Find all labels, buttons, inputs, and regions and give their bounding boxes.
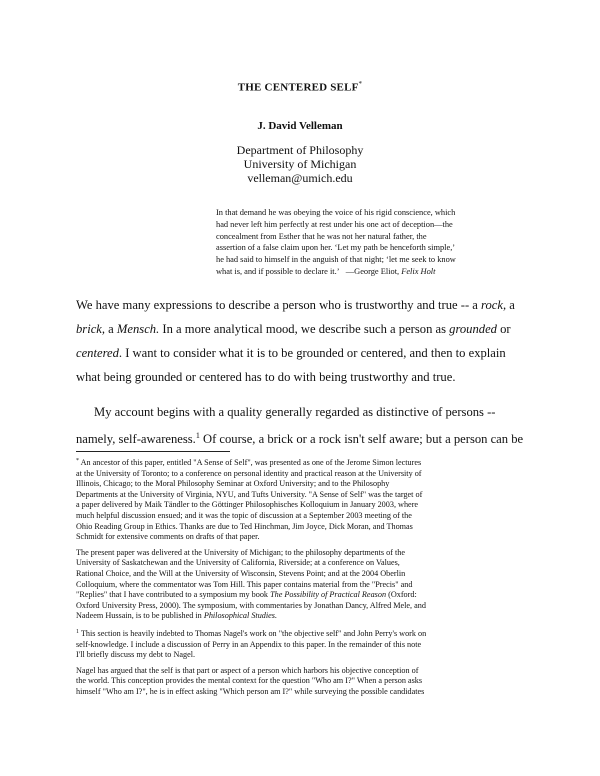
- epigraph-line-last: what is, and if possible to declare it.’ —George Eliot, Felix Holt: [216, 266, 436, 276]
- epigraph-line: assertion of a false claim upon her. ‘Let my path be henceforth simple,’: [216, 243, 456, 253]
- footnote-divider: [76, 451, 230, 452]
- footnotes: [76, 456, 526, 702]
- footnote-1-continued: Nagel has argued that the self is that part or aspect of a person which harbors his objective conception of the world. This conception provides the mental context for the question "Who am I?" When a person asks himself "Who am I?", he is in effect asking "Which person am I?" while surveying the possible candidates: [76, 665, 425, 696]
- affiliation-email[interactable]: velleman@umich.edu: [247, 171, 353, 185]
- title-footnote-mark[interactable]: *: [358, 80, 363, 88]
- body-line: My account begins with a quality generally regarded as distinctive of persons --: [94, 405, 496, 419]
- epigraph-line: he had said to himself in the anguish of that night; ‘let me seek to know: [216, 255, 456, 265]
- affiliation-block: [0, 143, 600, 185]
- footnote-star: * An ancestor of this paper, entitled "A Sense of Self", was presented as one of the Jerome Simon lectures at the University of Toronto; to a conference on personal identity and practical reason at the University of Illinois, Chicago; to the Moral Philosophy Seminar at Oxford University; and to the Philosophy Departments at the University of Virginia, NYU, and Tufts University. "A Sense of Self" was the target of a paper delivered by Maik Tändler to the Göttinger Philosophisches Kolloquium in January 2003, where much helpful discussion ensued; and it was the topic of discussion at a September 2003 meeting of the Ohio Reading Group in Ethics. Thanks are due to Ted Hinchman, Jim Joyce, Dick Moran, and Thomas Schmidt for extensive comments on drafts of that paper.: [76, 458, 423, 542]
- epigraph-work-title: Felix Holt: [401, 266, 436, 276]
- epigraph-attribution: —George Eliot,: [345, 266, 400, 276]
- epigraph-line: had never left him perfectly at rest under his one act of deception—the: [216, 219, 453, 229]
- affiliation-university: University of Michigan: [243, 157, 357, 171]
- epigraph: [216, 207, 520, 278]
- body-line: namely, self-awareness.$^1$ Of course, a brick or a rock isn't self aware; but a person can be: [76, 431, 524, 447]
- body-paragraph-2: [76, 400, 524, 451]
- body-line: We have many expressions to describe a person who is trustworthy and true -- a rock, a: [76, 298, 515, 312]
- footnote-ref-1[interactable]: 1: [195, 431, 200, 440]
- footnote-star-mark: *: [76, 458, 79, 464]
- author-name: J. David Velleman: [257, 120, 343, 132]
- footnote-1: $^1$ This section is heavily indebted to Thomas Nagel's work on "the objective self" and John Perry's work on self-knowledge. I include a discussion of Perry in an Appendix to this paper. In the remainder of this note I'll briefly discuss my debt to Nagel.: [76, 628, 427, 660]
- affiliation-department: Department of Philosophy: [236, 143, 364, 157]
- epigraph-line: concealment from Esther that he was not her natural father, the: [216, 231, 427, 241]
- body-paragraph-1: [76, 293, 524, 389]
- paper-title: THE CENTERED SELF*: [237, 80, 363, 94]
- epigraph-line: In that demand he was obeying the voice of his rigid conscience, which: [216, 208, 456, 217]
- footnote-1-mark: 1: [76, 628, 79, 635]
- body-line: centered. I want to consider what it is to be grounded or centered, and then to explain: [76, 346, 506, 360]
- footnote-star-continued: The present paper was delivered at the University of Michigan; to the philosophy departments of the University of Saskatchewan and the University of California, Riverside; at a conference on Values, Rational Choice, and the Will at the University of Wisconsin, Stevens Point; and at the 2004 Oberlin Colloquium, where the commentator was Tom Hill. This paper contains material from the "Precis" and "Replies" that I have contributed to a symposium my book The Possibility of Practical Reason (Oxford: Oxford University Press, 2000). The symposium, with commentaries by Jonathan Dancy, Alfred Mele, and Nadeem Hussain, is to be published in Philosophical Studies.: [76, 547, 426, 621]
- body-line: brick, a Mensch. In a more analytical mood, we describe such a person as grounded or: [76, 322, 511, 336]
- body-line: what being grounded or centered has to do with being trustworthy and true.: [76, 370, 456, 384]
